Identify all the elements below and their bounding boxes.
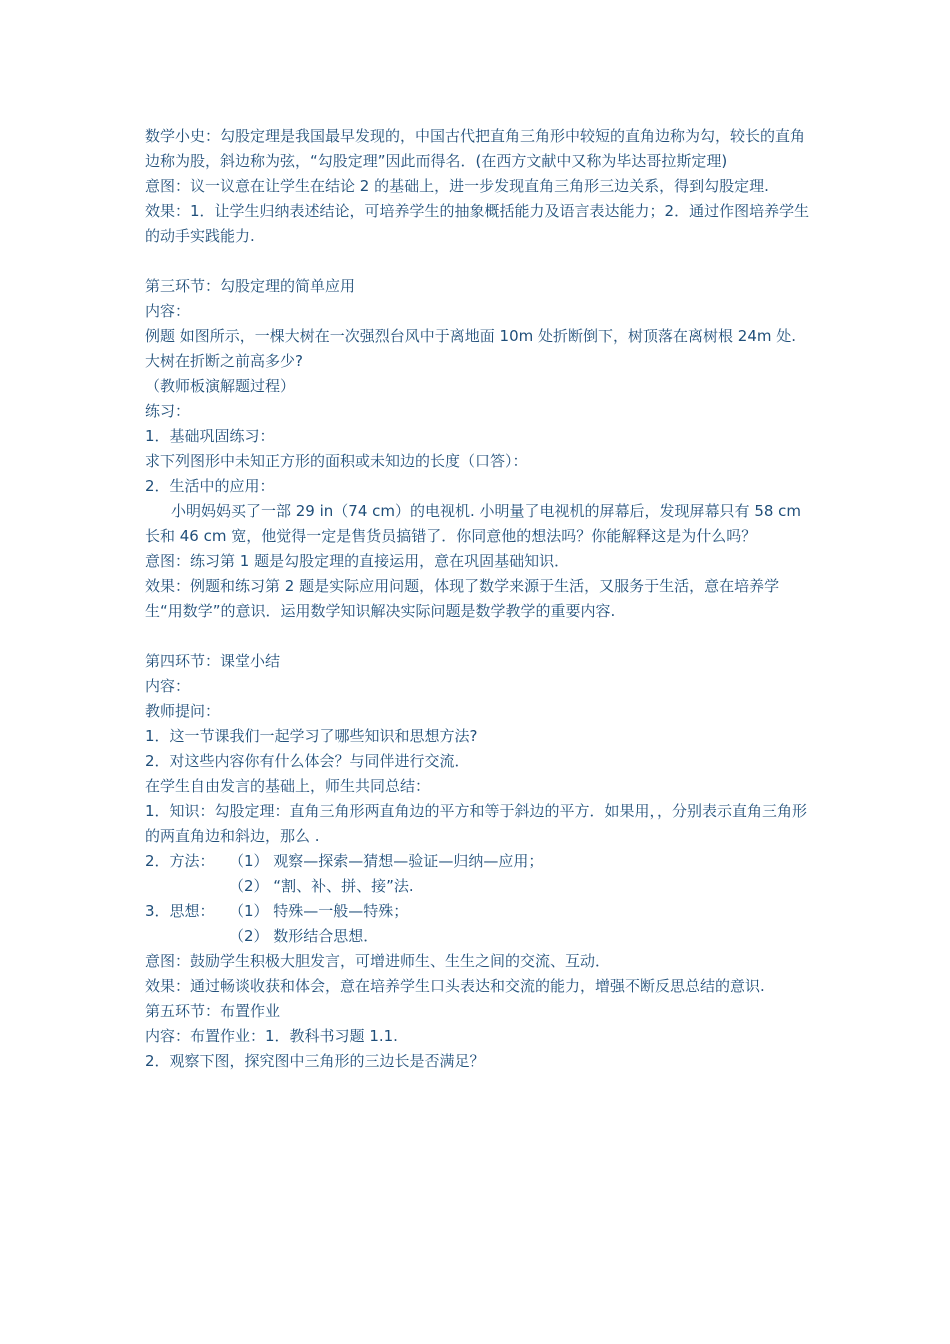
section3-teacher-note: （教师板演解题过程） [145, 377, 296, 395]
document-page [145, 124, 810, 1074]
method-item-1: （1） 观察—探索—猜想—验证—归纳—应用； [229, 852, 544, 870]
section4-effect: 效果：通过畅谈收获和体会，意在培养学生口头表达和交流的能力，增强不断反思总结的意识. [145, 977, 765, 995]
method-row-2 [145, 874, 810, 899]
section3-content-label: 内容： [145, 302, 191, 320]
section2-effect: 效果：1．让学生归纳表述结论，可培养学生的抽象概括能力及语言表达能力；2．通过作图培养学生的动手实践能力. [145, 202, 810, 245]
section5-title: 第五环节：布置作业 [145, 1002, 281, 1020]
section4-intent: 意图：鼓励学生积极大胆发言，可增进师生、生生之间的交流、互动． [145, 952, 611, 970]
section3-practice1-title: 1．基础巩固练习： [145, 427, 275, 445]
section4-question-1: 1．这一节课我们一起学习了哪些知识和思想方法? [145, 727, 478, 745]
spacer [145, 249, 810, 274]
section4-summary-intro: 在学生自由发言的基础上，师生共同总结： [145, 777, 431, 795]
method-item-2: （2） “割、补、拼、接”法. [229, 877, 414, 895]
thought-label: 3．思想： [145, 902, 215, 920]
section3-practice2-title: 2．生活中的应用： [145, 477, 275, 495]
thought-label-spacer [145, 924, 229, 949]
section3-effect: 效果：例题和练习第 2 题是实际应用问题，体现了数学来源于生活，又服务于生活，意在培养学生“用数学”的意识．运用数学知识解决实际问题是数学教学的重要内容. [145, 577, 780, 620]
section2-intent: 意图：议一议意在让学生在结论 2 的基础上，进一步发现直角三角形三边关系，得到勾股定理. [145, 177, 769, 195]
method-row-1 [145, 849, 810, 874]
section4-question-2: 2．对这些内容你有什么体会？与同伴进行交流． [145, 752, 470, 770]
section3-example: 例题 如图所示，一棵大树在一次强烈台风中于离地面 10m 处折断倒下，树顶落在离树根 24m 处. 大树在折断之前高多少? [145, 327, 797, 370]
method-label: 2．方法： [145, 852, 215, 870]
section4-title: 第四环节：课堂小结 [145, 652, 281, 670]
section3-title: 第三环节：勾股定理的简单应用 [145, 277, 356, 295]
thought-item-2: （2） 数形结合思想． [229, 927, 379, 945]
section5-content: 内容：布置作业：1．教科书习题 1.1. [145, 1027, 398, 1045]
thought-item-1: （1） 特殊—一般—特殊； [229, 902, 409, 920]
section3-practice1-text: 求下列图形中未知正方形的面积或未知边的长度（口答）： [145, 452, 528, 470]
thought-row-1 [145, 899, 810, 924]
section5-item-2: 2．观察下图，探究图中三角形的三边长是否满足？ [145, 1052, 485, 1070]
section4-knowledge: 1．知识：勾股定理：直角三角形两直角边的平方和等于斜边的平方．如果用，，分别表示直角三角形的两直角边和斜边，那么 . [145, 802, 808, 845]
section3-intent: 意图：练习第 1 题是勾股定理的直接运用，意在巩固基础知识． [145, 552, 570, 570]
section4-content-label: 内容： [145, 677, 191, 695]
section4-teacher-ask: 教师提问： [145, 702, 221, 720]
history-paragraph: 数学小史：勾股定理是我国最早发现的，中国古代把直角三角形中较短的直角边称为勾，较长的直角边称为股，斜边称为弦，“勾股定理”因此而得名．(在西方文献中又称为毕达哥拉斯定理) [145, 127, 806, 170]
spacer [145, 624, 810, 649]
section3-practice-label: 练习： [145, 402, 191, 420]
method-label-spacer [145, 874, 229, 899]
thought-row-2 [145, 924, 810, 949]
section3-practice2-text: 小明妈妈买了一部 29 in（74 cm）的电视机. 小明量了电视机的屏幕后，发现屏幕只有 58 cm 长和 46 cm 宽，他觉得一定是售货员搞错了．你同意他的想法吗？你能解释这是为什么吗？ [145, 502, 802, 545]
